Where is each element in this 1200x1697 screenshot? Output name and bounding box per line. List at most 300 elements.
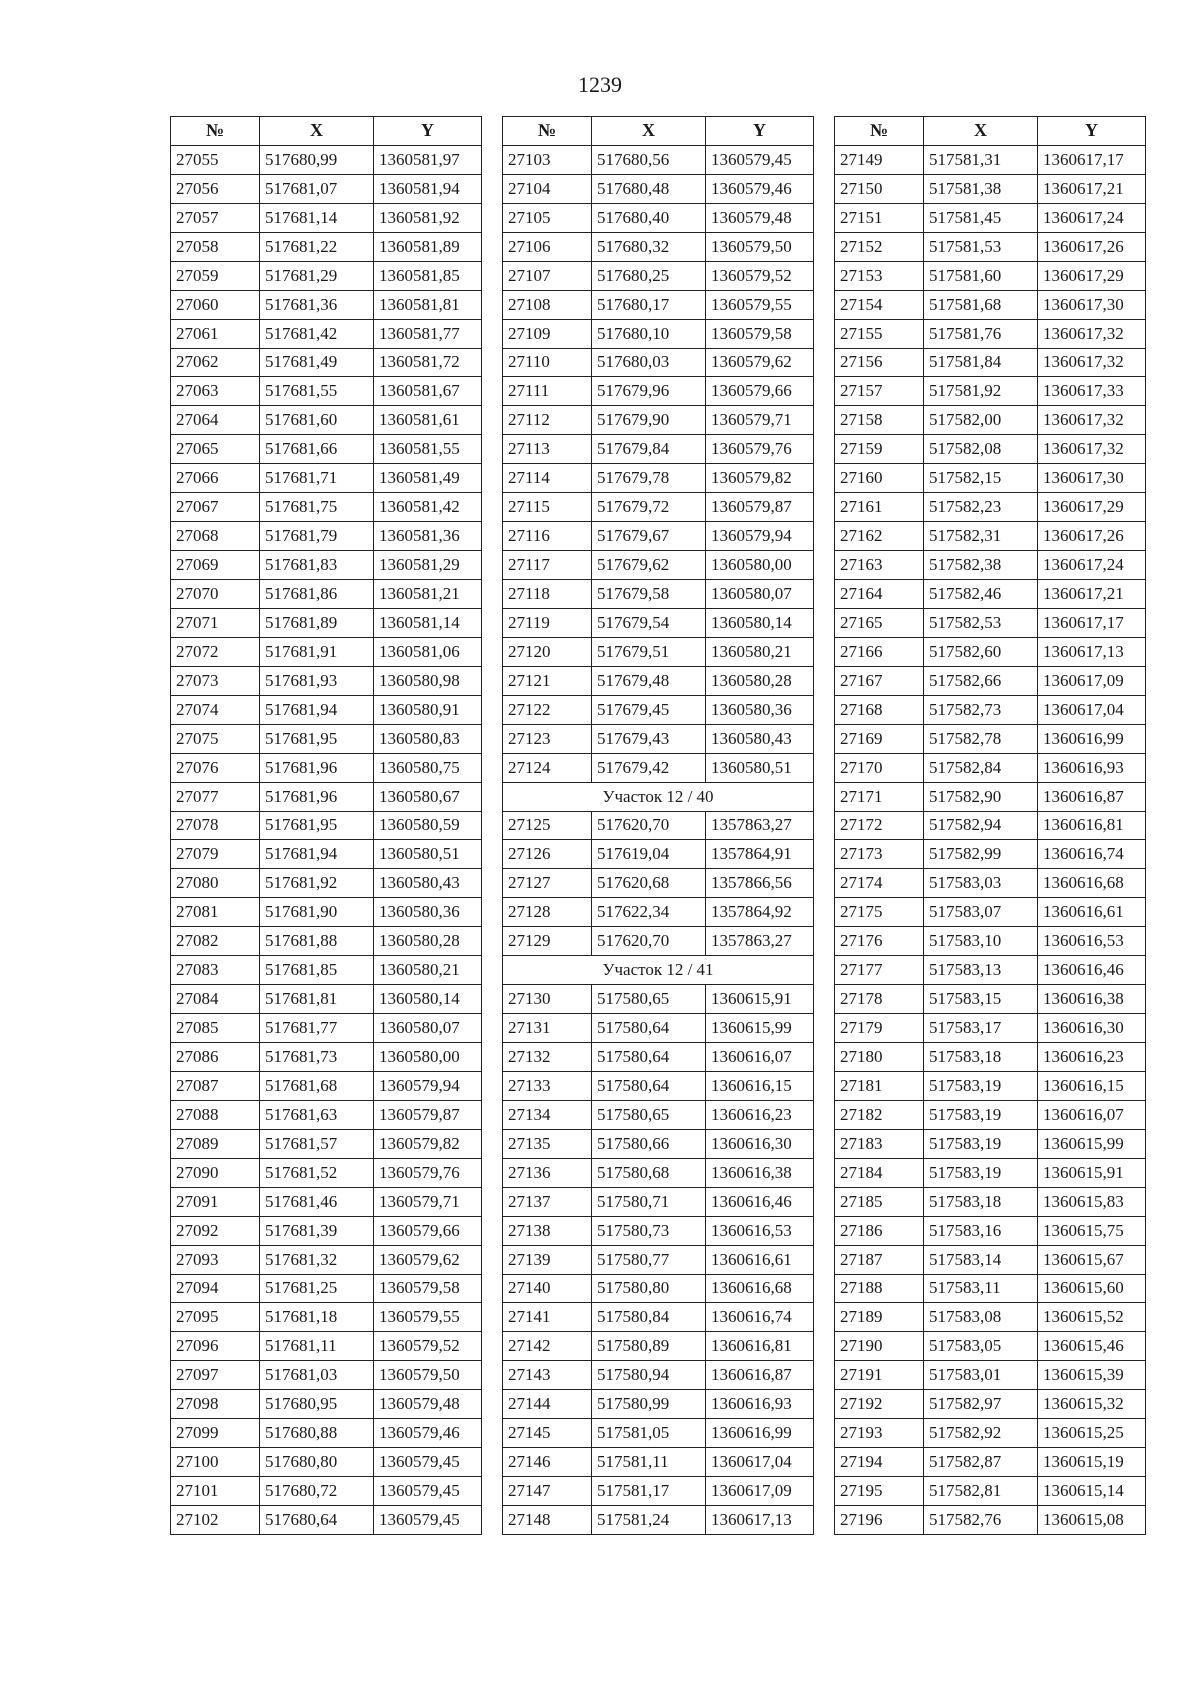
y-coordinate-cell: 1360579,82	[374, 1129, 482, 1158]
point-number-cell: 27063	[171, 377, 260, 406]
y-coordinate-cell: 1360616,46	[706, 1187, 814, 1216]
table-row	[835, 1506, 1146, 1535]
table-row	[835, 956, 1146, 985]
y-coordinate-cell: 1360580,00	[374, 1043, 482, 1072]
table-row	[835, 1071, 1146, 1100]
x-coordinate-cell: 517681,91	[260, 637, 374, 666]
table-row	[503, 261, 814, 290]
table-row	[503, 811, 814, 840]
x-coordinate-cell: 517583,15	[924, 985, 1038, 1014]
x-coordinate-cell: 517583,17	[924, 1014, 1038, 1043]
point-number-cell: 27185	[835, 1187, 924, 1216]
table-row	[503, 1332, 814, 1361]
table-row	[835, 724, 1146, 753]
x-coordinate-cell: 517679,67	[592, 522, 706, 551]
x-coordinate-cell: 517681,94	[260, 840, 374, 869]
table-row	[171, 1216, 482, 1245]
point-number-cell: 27087	[171, 1071, 260, 1100]
y-coordinate-cell: 1360615,99	[1038, 1129, 1146, 1158]
x-coordinate-cell: 517582,23	[924, 493, 1038, 522]
point-number-cell: 27071	[171, 608, 260, 637]
point-number-cell: 27140	[503, 1274, 592, 1303]
x-coordinate-cell: 517681,83	[260, 551, 374, 580]
y-coordinate-cell: 1360617,32	[1038, 406, 1146, 435]
x-coordinate-cell: 517681,73	[260, 1043, 374, 1072]
section-title: Участок 12 / 41	[503, 956, 814, 985]
point-number-cell: 27131	[503, 1014, 592, 1043]
y-coordinate-cell: 1360617,26	[1038, 232, 1146, 261]
y-coordinate-cell: 1360579,58	[374, 1274, 482, 1303]
y-coordinate-cell: 1360579,48	[706, 203, 814, 232]
x-coordinate-cell: 517580,65	[592, 985, 706, 1014]
point-number-cell: 27095	[171, 1303, 260, 1332]
y-coordinate-cell: 1360580,00	[706, 551, 814, 580]
x-coordinate-cell: 517681,52	[260, 1158, 374, 1187]
x-coordinate-cell: 517580,66	[592, 1129, 706, 1158]
x-coordinate-cell: 517583,14	[924, 1245, 1038, 1274]
y-coordinate-cell: 1360615,08	[1038, 1506, 1146, 1535]
y-coordinate-cell: 1360615,91	[706, 985, 814, 1014]
y-coordinate-cell: 1360581,97	[374, 145, 482, 174]
x-coordinate-cell: 517681,36	[260, 290, 374, 319]
y-coordinate-cell: 1360617,04	[1038, 695, 1146, 724]
x-coordinate-cell: 517680,99	[260, 145, 374, 174]
x-coordinate-cell: 517581,05	[592, 1419, 706, 1448]
table-row	[503, 1014, 814, 1043]
table-row	[171, 898, 482, 927]
table-row	[835, 551, 1146, 580]
point-number-cell: 27189	[835, 1303, 924, 1332]
y-coordinate-cell: 1360616,07	[1038, 1100, 1146, 1129]
point-number-cell: 27126	[503, 840, 592, 869]
y-coordinate-cell: 1360616,68	[706, 1274, 814, 1303]
table-row	[171, 435, 482, 464]
x-coordinate-cell: 517580,64	[592, 1071, 706, 1100]
point-number-cell: 27160	[835, 464, 924, 493]
point-number-cell: 27169	[835, 724, 924, 753]
table-row	[171, 1419, 482, 1448]
table-row	[503, 1245, 814, 1274]
table-row	[171, 174, 482, 203]
table-row	[171, 927, 482, 956]
x-coordinate-cell: 517582,99	[924, 840, 1038, 869]
x-coordinate-cell: 517680,17	[592, 290, 706, 319]
table-row	[171, 1448, 482, 1477]
y-coordinate-cell: 1360616,30	[1038, 1014, 1146, 1043]
point-number-cell: 27165	[835, 608, 924, 637]
y-coordinate-cell: 1360616,53	[1038, 927, 1146, 956]
x-coordinate-cell: 517582,94	[924, 811, 1038, 840]
point-number-cell: 27132	[503, 1043, 592, 1072]
point-number-cell: 27195	[835, 1477, 924, 1506]
x-coordinate-cell: 517581,24	[592, 1506, 706, 1535]
table-row	[503, 1448, 814, 1477]
y-coordinate-cell: 1360581,55	[374, 435, 482, 464]
x-coordinate-cell: 517582,76	[924, 1506, 1038, 1535]
point-number-cell: 27064	[171, 406, 260, 435]
y-coordinate-cell: 1360581,29	[374, 551, 482, 580]
table-row	[503, 174, 814, 203]
point-number-cell: 27122	[503, 695, 592, 724]
y-coordinate-cell: 1360580,51	[374, 840, 482, 869]
y-coordinate-cell: 1360579,50	[374, 1361, 482, 1390]
point-number-cell: 27191	[835, 1361, 924, 1390]
table-row	[835, 869, 1146, 898]
table-row	[171, 666, 482, 695]
y-coordinate-cell: 1360579,46	[374, 1419, 482, 1448]
point-number-cell: 27128	[503, 898, 592, 927]
point-number-cell: 27143	[503, 1361, 592, 1390]
x-coordinate-cell: 517681,60	[260, 406, 374, 435]
x-coordinate-cell: 517581,60	[924, 261, 1038, 290]
y-coordinate-cell: 1360617,29	[1038, 261, 1146, 290]
x-coordinate-cell: 517681,32	[260, 1245, 374, 1274]
point-number-cell: 27056	[171, 174, 260, 203]
table-row	[835, 1014, 1146, 1043]
y-coordinate-cell: 1360579,55	[706, 290, 814, 319]
x-coordinate-cell: 517583,19	[924, 1158, 1038, 1187]
y-coordinate-cell: 1360579,45	[706, 145, 814, 174]
y-coordinate-cell: 1360616,87	[706, 1361, 814, 1390]
table-row	[171, 1245, 482, 1274]
point-number-cell: 27157	[835, 377, 924, 406]
table-row	[503, 1361, 814, 1390]
point-number-cell: 27137	[503, 1187, 592, 1216]
x-coordinate-cell: 517583,18	[924, 1043, 1038, 1072]
y-coordinate-cell: 1360616,38	[706, 1158, 814, 1187]
table-row	[171, 1361, 482, 1390]
point-number-cell: 27148	[503, 1506, 592, 1535]
table-row	[171, 695, 482, 724]
point-number-cell: 27134	[503, 1100, 592, 1129]
y-coordinate-cell: 1360579,82	[706, 464, 814, 493]
x-coordinate-cell: 517582,90	[924, 782, 1038, 811]
x-coordinate-cell: 517681,92	[260, 869, 374, 898]
point-number-cell: 27145	[503, 1419, 592, 1448]
table-row	[503, 1303, 814, 1332]
point-number-cell: 27138	[503, 1216, 592, 1245]
table-row	[835, 666, 1146, 695]
table-row	[503, 1043, 814, 1072]
y-coordinate-cell: 1360581,77	[374, 319, 482, 348]
x-coordinate-cell: 517580,84	[592, 1303, 706, 1332]
table-row	[835, 1419, 1146, 1448]
x-coordinate-cell: 517583,07	[924, 898, 1038, 927]
point-number-cell: 27136	[503, 1158, 592, 1187]
y-coordinate-cell: 1360617,32	[1038, 348, 1146, 377]
table-row	[835, 811, 1146, 840]
y-coordinate-cell: 1360616,15	[706, 1071, 814, 1100]
x-coordinate-cell: 517680,88	[260, 1419, 374, 1448]
x-coordinate-cell: 517580,64	[592, 1043, 706, 1072]
x-coordinate-cell: 517680,25	[592, 261, 706, 290]
y-coordinate-cell: 1360616,93	[706, 1390, 814, 1419]
table-row	[835, 145, 1146, 174]
table-row	[835, 782, 1146, 811]
table-row	[171, 290, 482, 319]
y-coordinate-cell: 1360616,53	[706, 1216, 814, 1245]
table-row	[171, 1477, 482, 1506]
x-coordinate-cell: 517681,68	[260, 1071, 374, 1100]
point-number-cell: 27168	[835, 695, 924, 724]
y-coordinate-cell: 1360579,45	[374, 1506, 482, 1535]
y-coordinate-cell: 1360579,66	[706, 377, 814, 406]
x-coordinate-cell: 517582,81	[924, 1477, 1038, 1506]
y-coordinate-cell: 1360615,99	[706, 1014, 814, 1043]
table-row	[835, 1187, 1146, 1216]
table-row	[835, 232, 1146, 261]
table-row	[503, 1274, 814, 1303]
point-number-cell: 27098	[171, 1390, 260, 1419]
x-coordinate-cell: 517680,72	[260, 1477, 374, 1506]
x-coordinate-cell: 517680,56	[592, 145, 706, 174]
y-coordinate-cell: 1360579,66	[374, 1216, 482, 1245]
table-row	[835, 1448, 1146, 1477]
y-coordinate-cell: 1360616,74	[706, 1303, 814, 1332]
x-coordinate-cell: 517679,48	[592, 666, 706, 695]
y-coordinate-cell: 1360579,76	[374, 1158, 482, 1187]
x-coordinate-cell: 517679,62	[592, 551, 706, 580]
column-header-x: X	[260, 117, 374, 146]
table-row	[171, 1274, 482, 1303]
y-coordinate-cell: 1360579,71	[374, 1187, 482, 1216]
x-coordinate-cell: 517681,03	[260, 1361, 374, 1390]
x-coordinate-cell: 517582,00	[924, 406, 1038, 435]
point-number-cell: 27130	[503, 985, 592, 1014]
table-row	[503, 1506, 814, 1535]
y-coordinate-cell: 1360581,94	[374, 174, 482, 203]
x-coordinate-cell: 517681,66	[260, 435, 374, 464]
table-row	[171, 1100, 482, 1129]
y-coordinate-cell: 1360581,61	[374, 406, 482, 435]
y-coordinate-cell: 1360616,81	[1038, 811, 1146, 840]
x-coordinate-cell: 517681,07	[260, 174, 374, 203]
y-coordinate-cell: 1360617,09	[706, 1477, 814, 1506]
column-header-y: Y	[1038, 117, 1146, 146]
table-row	[503, 695, 814, 724]
point-number-cell: 27196	[835, 1506, 924, 1535]
point-number-cell: 27125	[503, 811, 592, 840]
table-row	[503, 435, 814, 464]
table-row	[835, 1303, 1146, 1332]
point-number-cell: 27120	[503, 637, 592, 666]
point-number-cell: 27167	[835, 666, 924, 695]
table-row	[835, 261, 1146, 290]
x-coordinate-cell: 517580,77	[592, 1245, 706, 1274]
point-number-cell: 27142	[503, 1332, 592, 1361]
table-row	[171, 145, 482, 174]
x-coordinate-cell: 517582,46	[924, 580, 1038, 609]
point-number-cell: 27193	[835, 1419, 924, 1448]
table-row	[171, 1071, 482, 1100]
table-row	[171, 637, 482, 666]
point-number-cell: 27161	[835, 493, 924, 522]
x-coordinate-cell: 517680,95	[260, 1390, 374, 1419]
table-row	[503, 377, 814, 406]
column-header-number: №	[171, 117, 260, 146]
point-number-cell: 27176	[835, 927, 924, 956]
point-number-cell: 27172	[835, 811, 924, 840]
point-number-cell: 27114	[503, 464, 592, 493]
y-coordinate-cell: 1360617,30	[1038, 290, 1146, 319]
y-coordinate-cell: 1360581,49	[374, 464, 482, 493]
point-number-cell: 27108	[503, 290, 592, 319]
y-coordinate-cell: 1360615,67	[1038, 1245, 1146, 1274]
table-row	[503, 464, 814, 493]
table-row	[835, 1100, 1146, 1129]
coordinates-table-1	[170, 116, 482, 1535]
x-coordinate-cell: 517581,92	[924, 377, 1038, 406]
table-row	[171, 840, 482, 869]
point-number-cell: 27097	[171, 1361, 260, 1390]
point-number-cell: 27127	[503, 869, 592, 898]
point-number-cell: 27146	[503, 1448, 592, 1477]
point-number-cell: 27078	[171, 811, 260, 840]
x-coordinate-cell: 517580,64	[592, 1014, 706, 1043]
point-number-cell: 27055	[171, 145, 260, 174]
point-number-cell: 27139	[503, 1245, 592, 1274]
y-coordinate-cell: 1360615,25	[1038, 1419, 1146, 1448]
point-number-cell: 27162	[835, 522, 924, 551]
y-coordinate-cell: 1360616,87	[1038, 782, 1146, 811]
table-row	[503, 1100, 814, 1129]
y-coordinate-cell: 1360579,45	[374, 1448, 482, 1477]
y-coordinate-cell: 1360580,75	[374, 753, 482, 782]
x-coordinate-cell: 517681,63	[260, 1100, 374, 1129]
point-number-cell: 27175	[835, 898, 924, 927]
point-number-cell: 27057	[171, 203, 260, 232]
table-row	[171, 493, 482, 522]
x-coordinate-cell: 517681,25	[260, 1274, 374, 1303]
point-number-cell: 27059	[171, 261, 260, 290]
x-coordinate-cell: 517681,46	[260, 1187, 374, 1216]
y-coordinate-cell: 1360616,46	[1038, 956, 1146, 985]
section-row	[503, 782, 814, 811]
point-number-cell: 27123	[503, 724, 592, 753]
y-coordinate-cell: 1360615,52	[1038, 1303, 1146, 1332]
y-coordinate-cell: 1360581,81	[374, 290, 482, 319]
point-number-cell: 27163	[835, 551, 924, 580]
x-coordinate-cell: 517679,54	[592, 608, 706, 637]
table-row	[835, 1245, 1146, 1274]
y-coordinate-cell: 1360580,28	[706, 666, 814, 695]
y-coordinate-cell: 1360581,06	[374, 637, 482, 666]
y-coordinate-cell: 1360581,89	[374, 232, 482, 261]
x-coordinate-cell: 517679,51	[592, 637, 706, 666]
table-row	[171, 580, 482, 609]
x-coordinate-cell: 517679,78	[592, 464, 706, 493]
x-coordinate-cell: 517582,66	[924, 666, 1038, 695]
y-coordinate-cell: 1360616,15	[1038, 1071, 1146, 1100]
x-coordinate-cell: 517582,08	[924, 435, 1038, 464]
table-row	[835, 695, 1146, 724]
column-header-x: X	[592, 117, 706, 146]
x-coordinate-cell: 517681,81	[260, 985, 374, 1014]
point-number-cell: 27119	[503, 608, 592, 637]
table-row	[835, 1129, 1146, 1158]
point-number-cell: 27066	[171, 464, 260, 493]
y-coordinate-cell: 1360580,43	[374, 869, 482, 898]
y-coordinate-cell: 1360616,68	[1038, 869, 1146, 898]
x-coordinate-cell: 517581,53	[924, 232, 1038, 261]
y-coordinate-cell: 1360579,50	[706, 232, 814, 261]
y-coordinate-cell: 1360616,81	[706, 1332, 814, 1361]
x-coordinate-cell: 517681,49	[260, 348, 374, 377]
x-coordinate-cell: 517583,11	[924, 1274, 1038, 1303]
y-coordinate-cell: 1360617,26	[1038, 522, 1146, 551]
point-number-cell: 27089	[171, 1129, 260, 1158]
y-coordinate-cell: 1360581,67	[374, 377, 482, 406]
point-number-cell: 27072	[171, 637, 260, 666]
table-row	[171, 956, 482, 985]
point-number-cell: 27061	[171, 319, 260, 348]
y-coordinate-cell: 1360615,32	[1038, 1390, 1146, 1419]
point-number-cell: 27096	[171, 1332, 260, 1361]
table-row	[503, 608, 814, 637]
point-number-cell: 27109	[503, 319, 592, 348]
y-coordinate-cell: 1360615,60	[1038, 1274, 1146, 1303]
x-coordinate-cell: 517582,53	[924, 608, 1038, 637]
table-row	[835, 1477, 1146, 1506]
x-coordinate-cell: 517681,29	[260, 261, 374, 290]
y-coordinate-cell: 1360615,91	[1038, 1158, 1146, 1187]
table-row	[503, 1071, 814, 1100]
point-number-cell: 27174	[835, 869, 924, 898]
table-row	[835, 580, 1146, 609]
y-coordinate-cell: 1360581,14	[374, 608, 482, 637]
point-number-cell: 27093	[171, 1245, 260, 1274]
point-number-cell: 27094	[171, 1274, 260, 1303]
section-row	[503, 956, 814, 985]
x-coordinate-cell: 517680,32	[592, 232, 706, 261]
y-coordinate-cell: 1360617,09	[1038, 666, 1146, 695]
table-row	[503, 985, 814, 1014]
point-number-cell: 27151	[835, 203, 924, 232]
y-coordinate-cell: 1360579,52	[706, 261, 814, 290]
y-coordinate-cell: 1360579,87	[374, 1100, 482, 1129]
point-number-cell: 27164	[835, 580, 924, 609]
x-coordinate-cell: 517681,86	[260, 580, 374, 609]
y-coordinate-cell: 1360617,17	[1038, 608, 1146, 637]
point-number-cell: 27105	[503, 203, 592, 232]
y-coordinate-cell: 1360615,39	[1038, 1361, 1146, 1390]
x-coordinate-cell: 517581,84	[924, 348, 1038, 377]
column-header-number: №	[835, 117, 924, 146]
x-coordinate-cell: 517581,45	[924, 203, 1038, 232]
y-coordinate-cell: 1360617,04	[706, 1448, 814, 1477]
table-row	[503, 1390, 814, 1419]
point-number-cell: 27150	[835, 174, 924, 203]
table-row	[171, 1043, 482, 1072]
y-coordinate-cell: 1360579,94	[374, 1071, 482, 1100]
y-coordinate-cell: 1360581,92	[374, 203, 482, 232]
y-coordinate-cell: 1360579,48	[374, 1390, 482, 1419]
y-coordinate-cell: 1360580,36	[374, 898, 482, 927]
y-coordinate-cell: 1360615,46	[1038, 1332, 1146, 1361]
x-coordinate-cell: 517583,13	[924, 956, 1038, 985]
point-number-cell: 27180	[835, 1043, 924, 1072]
x-coordinate-cell: 517580,89	[592, 1332, 706, 1361]
table-row	[171, 203, 482, 232]
point-number-cell: 27090	[171, 1158, 260, 1187]
y-coordinate-cell: 1360580,91	[374, 695, 482, 724]
x-coordinate-cell: 517681,95	[260, 811, 374, 840]
point-number-cell: 27187	[835, 1245, 924, 1274]
table-row	[171, 1332, 482, 1361]
y-coordinate-cell: 1360615,19	[1038, 1448, 1146, 1477]
x-coordinate-cell: 517681,55	[260, 377, 374, 406]
x-coordinate-cell: 517680,48	[592, 174, 706, 203]
